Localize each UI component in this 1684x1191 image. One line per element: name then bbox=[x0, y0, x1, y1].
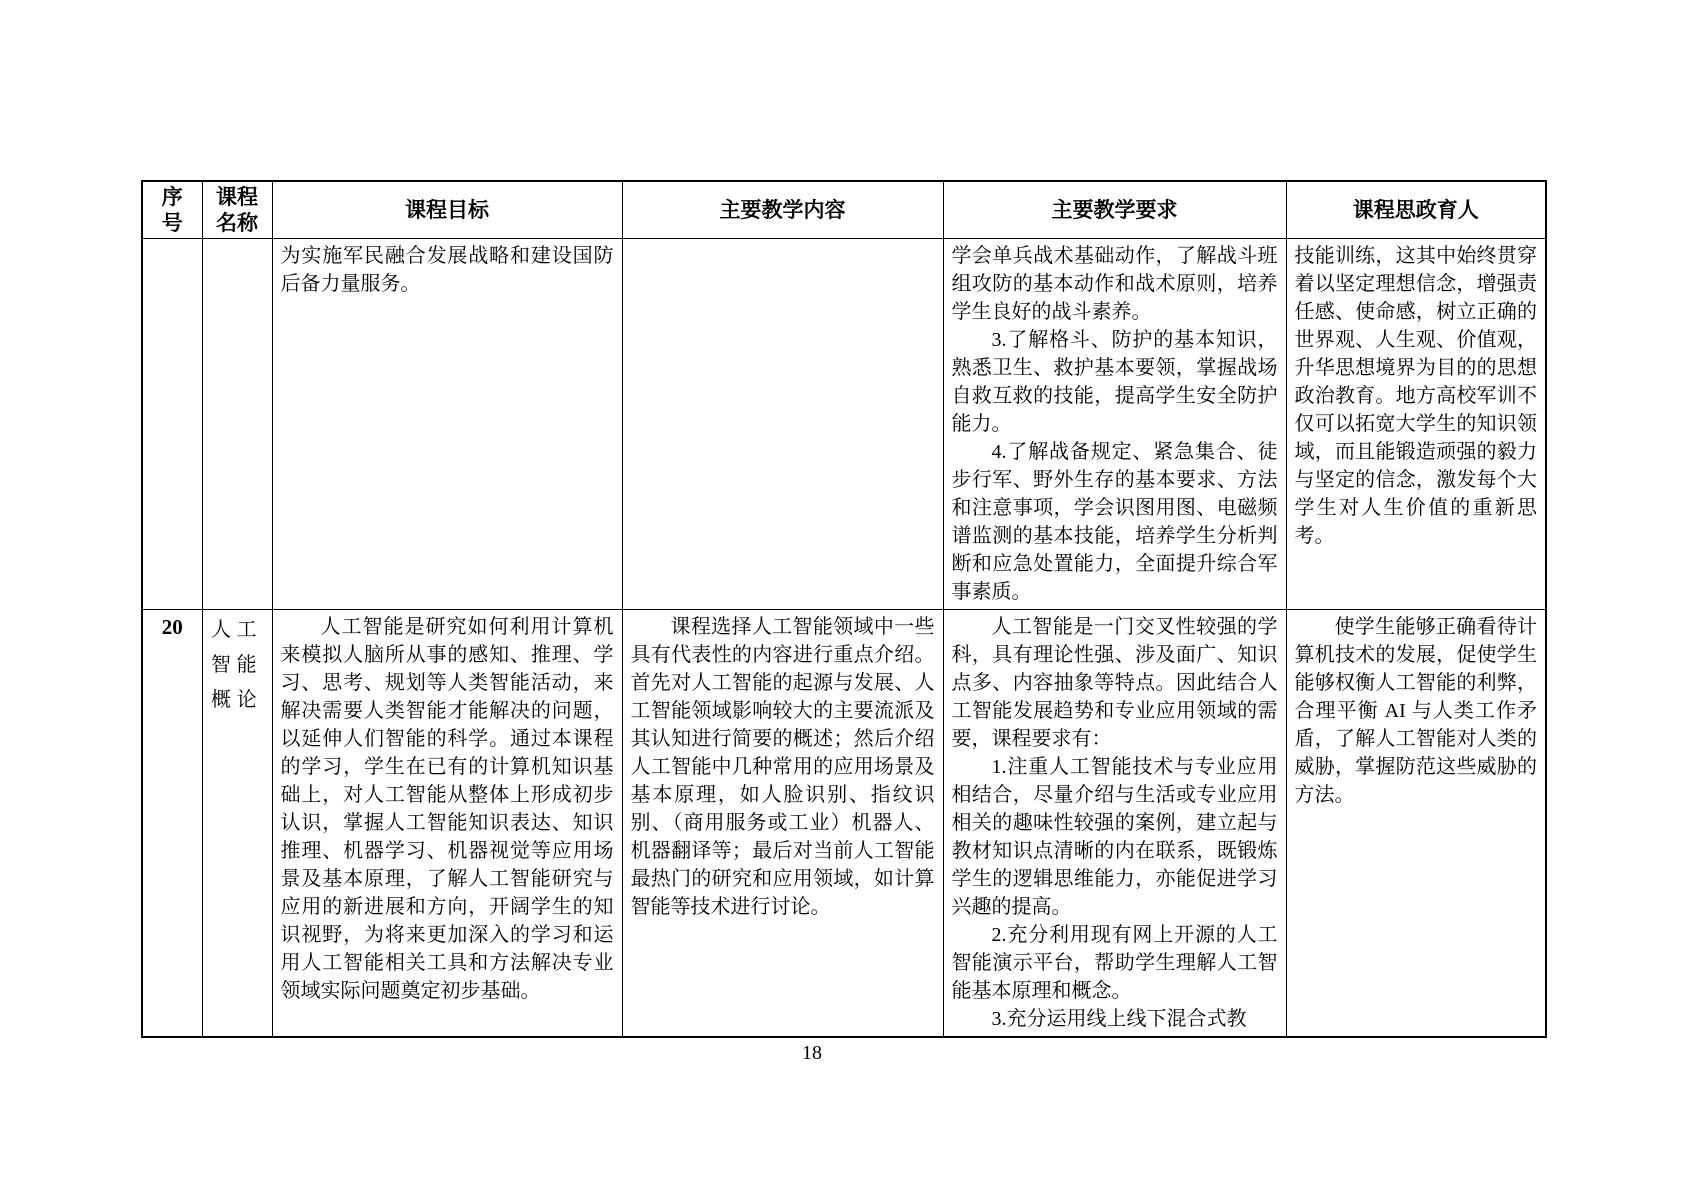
paragraph: 使学生能够正确看待计算机技术的发展，促使学生能够权衡人工智能的利弊，合理平衡 AI 与人类工作矛盾，了解人工智能对人类的威胁，掌握防范这些威胁的方法。 bbox=[1294, 616, 1537, 806]
paragraph: 3.充分运用线上线下混合式教 bbox=[991, 1008, 1247, 1030]
table-row-continuation bbox=[142, 239, 1546, 610]
objectives-cell bbox=[272, 239, 622, 610]
header-objectives-label: 课程目标 bbox=[405, 198, 489, 222]
paragraph: 人工智能是一门交叉性较强的学科，具有理论性强、涉及面广、知识点多、内容抽象等特点。因此结合人工智能发展趋势和专业应用领域的需要，课程要求有： bbox=[951, 616, 1278, 750]
paragraph: 为实施军民融合发展战略和建设国防后备力量服务。 bbox=[280, 245, 614, 295]
paragraph: 学会单兵战术基础动作，了解战斗班组攻防的基本动作和战术原则，培养学生良好的战斗素养。 bbox=[951, 245, 1278, 323]
paragraph: 1.注重人工智能技术与专业应用相结合，尽量介绍与生活或专业应用相关的趣味性较强的案例，建立起与教材知识点清晰的内在联系，既锻炼学生的逻辑思维能力，亦能促进学习兴趣的提高。 bbox=[951, 756, 1278, 918]
table-row-20 bbox=[142, 610, 1546, 1038]
paragraph: 3.了解格斗、防护的基本知识，熟悉卫生、救护基本要领，掌握战场自救互救的技能，提高学生安全防护能力。 bbox=[951, 329, 1278, 435]
table-header-row bbox=[142, 181, 1546, 239]
header-ideology bbox=[1286, 181, 1546, 239]
header-course-name-label: 课程名称 bbox=[216, 185, 258, 235]
paragraph: 人工智能是研究如何利用计算机来模拟人脑所从事的感知、推理、学习、思考、规划等人类智能活动，来解决需要人类智能才能解决的问题，以延伸人们智能的科学。通过本课程的学习，学生在已有的计算机知识基础上，对人工智能从整体上形成初步认识，掌握人工智能知识表达、知识推理、机器学习、机器视觉等应用场景及基本原理，了解人工智能研究与应用的新进展和方向，开阔学生的知识视野，为将来更加深入的学习和运用人工智能相关工具和方法解决专业领域实际问题奠定初步基础。 bbox=[280, 616, 614, 1002]
ideology-cell bbox=[1286, 239, 1546, 610]
header-teaching-content-label: 主要教学内容 bbox=[719, 198, 846, 222]
header-teaching-content bbox=[622, 181, 943, 239]
paragraph: 技能训练，这其中始终贯穿着以坚定理想信念，增强责任感、使命感，树立正确的世界观、人生观、价值观，升华思想境界为目的的思想政治教育。地方高校军训不仅可以拓宽大学生的知识领域，而且能锻造顽强的毅力与坚定的信念，激发每个大学生对人生价值的重新思考。 bbox=[1294, 245, 1537, 547]
teaching-content-cell bbox=[622, 610, 943, 1038]
course-name-text: 人工智能概论 bbox=[211, 619, 263, 711]
header-seq-label: 序号 bbox=[161, 185, 183, 235]
paragraph: 4.了解战备规定、紧急集合、徒步行军、野外生存的基本要求、方法和注意事项，学会识图用图、电磁频谱监测的基本技能，培养学生分析判断和应急处置能力，全面提升综合军事素质。 bbox=[951, 441, 1278, 603]
seq-cell: 20 bbox=[142, 610, 202, 1038]
teaching-requirements-cell bbox=[943, 610, 1286, 1038]
teaching-requirements-cell bbox=[943, 239, 1286, 610]
seq-cell bbox=[142, 239, 202, 610]
teaching-content-cell bbox=[622, 239, 943, 610]
header-teaching-requirements bbox=[943, 181, 1286, 239]
header-course-name bbox=[202, 181, 272, 239]
header-teaching-requirements-label: 主要教学要求 bbox=[1051, 198, 1178, 222]
course-name-cell bbox=[202, 610, 272, 1038]
page-number: 18 bbox=[802, 1042, 822, 1064]
ideology-cell bbox=[1286, 610, 1546, 1038]
objectives-cell bbox=[272, 610, 622, 1038]
header-objectives bbox=[272, 181, 622, 239]
paragraph: 课程选择人工智能领域中一些具有代表性的内容进行重点介绍。首先对人工智能的起源与发展、人工智能领域影响较大的主要流派及其认知进行简要的概述；然后介绍人工智能中几种常用的应用场景及基本原理，如人脸识别、指纹识别、（商用服务或工业）机器人、机器翻译等；最后对当前人工智能最热门的研究和应用领域，如计算智能等技术进行讨论。 bbox=[630, 616, 935, 918]
paragraph: 2.充分利用现有网上开源的人工智能演示平台，帮助学生理解人工智能基本原理和概念。 bbox=[951, 924, 1278, 1002]
header-ideology-label: 课程思政育人 bbox=[1352, 198, 1479, 222]
header-seq bbox=[142, 181, 202, 239]
course-syllabus-table bbox=[141, 180, 1547, 1038]
course-name-cell bbox=[202, 239, 272, 610]
